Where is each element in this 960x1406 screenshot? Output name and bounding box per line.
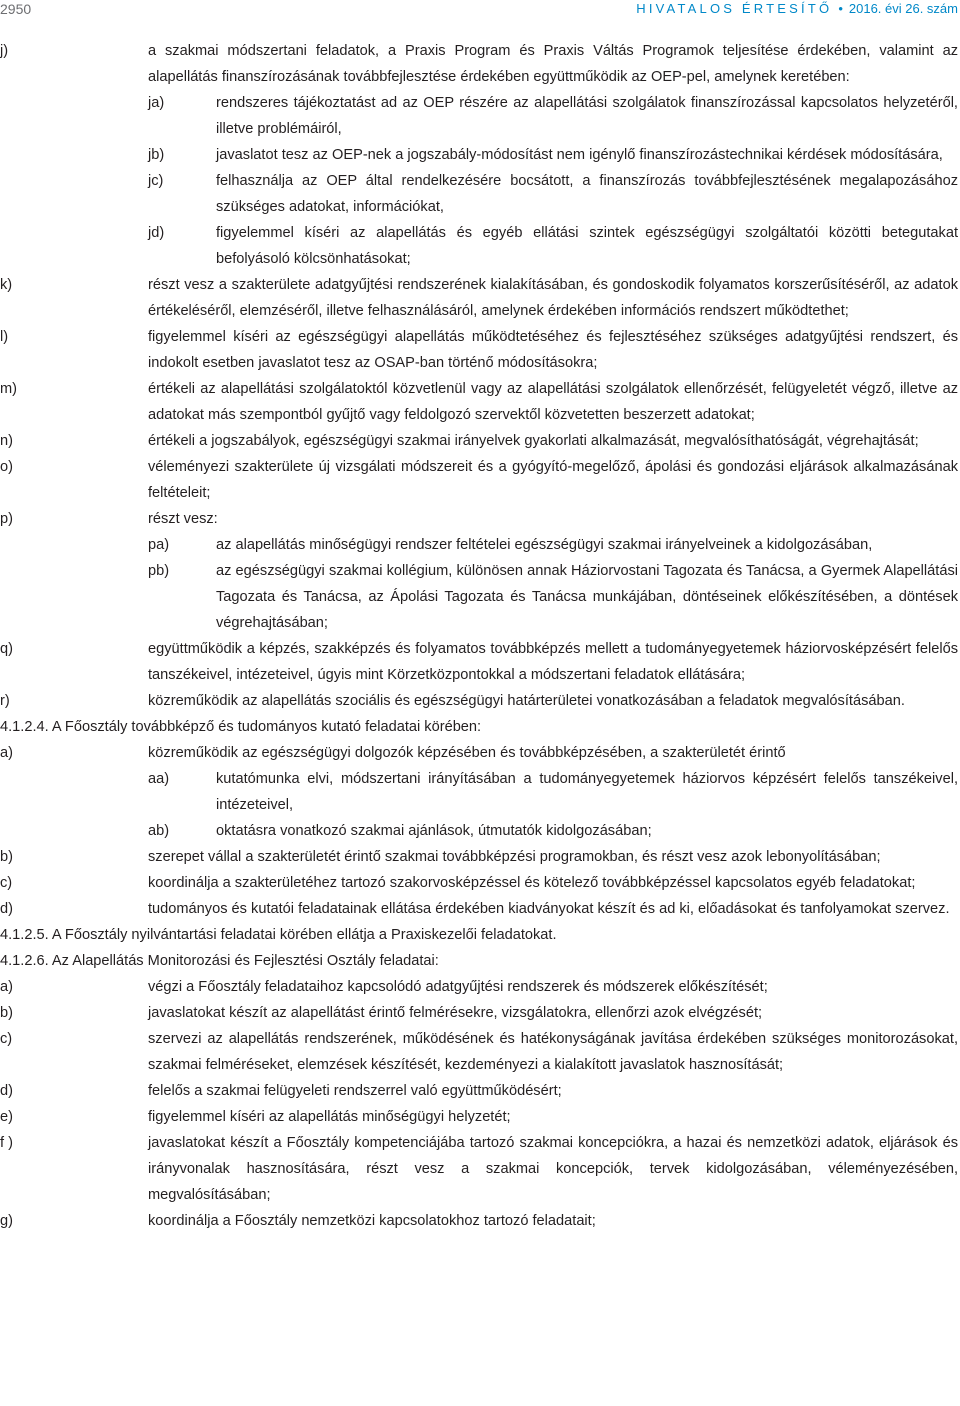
list-item-text: rendszeres tájékoztatást ad az OEP részére az alapellátási szolgálatok finanszírozással kapcsolatos helyzetéről, illetve problémáiról, (216, 95, 958, 137)
list-item-text: figyelemmel kíséri az egészségügyi alapellátás működtetéséhez és fejlesztéséhez szükséges adatgyűjtési rendszert, és indokolt esetben javaslatot tesz az OSAP-ban történő módosításokra; (148, 329, 958, 371)
list-item-text: szervezi az alapellátás rendszerének, működésének és hatékonyságának javítása érdekében szükséges monitorozásokat, szakmai felméréseket, elemzések készítését, kezdeményezi a kialakított javaslatok hasznosítását; (148, 1031, 958, 1073)
list-item-label: k) (0, 277, 13, 293)
list-item (0, 740, 958, 766)
list-item-text: értékeli az alapellátási szolgálatoktól közvetlenül vagy az alapellátási szolgálatok ellenőrzését, felügyeletét végző, illetve az adatokat más szempontból gyűjtő vagy feldolgozó szervektől közvetetten beszerzett adatokat; (148, 381, 958, 423)
list-item-label: b) (0, 1005, 13, 1021)
list-item (0, 896, 958, 922)
list-item-text: koordinálja a szakterületéhez tartozó szakorvosképzéssel és kötelező továbbképzéssel kapcsolatos egyéb feladatokat; (148, 875, 916, 891)
list-item-text: értékeli a jogszabályok, egészségügyi szakmai irányelvek gyakorlati alkalmazását, megvalósíthatóságát, végrehajtását; (148, 433, 919, 449)
section-paragraph: 4.1.2.4. A Főosztály továbbképző és tudományos kutató feladatai körében: (0, 719, 482, 735)
list-item-label: pa) (148, 537, 170, 553)
list-item (0, 688, 958, 714)
list-item-label: m) (0, 381, 18, 397)
list-item-text: koordinálja a Főosztály nemzetközi kapcsolatokhoz tartozó feladatait; (148, 1213, 596, 1229)
list-item-text: felelős a szakmai felügyeleti rendszerrel való együttműködésért; (148, 1083, 562, 1099)
list-item (0, 1130, 958, 1208)
list-item-label: g) (0, 1213, 13, 1229)
list-item-text: figyelemmel kíséri az alapellátás és egyéb ellátási szintek egészségügyi szolgáltatói közötti betegutakat befolyásoló kölcsönhatásokat; (216, 225, 958, 267)
issue-label: 2016. évi 26. szám (848, 1, 958, 16)
list-item-label: pb) (148, 563, 170, 579)
page-header (0, 0, 960, 22)
list-item-label: d) (0, 901, 13, 917)
list-item-label: p) (0, 511, 13, 527)
list-item (0, 844, 958, 870)
list-item-text: szerepet vállal a szakterületét érintő szakmai továbbképzési programokban, és részt vesz azok lebonyolításában; (148, 849, 881, 865)
list-item-text: részt vesz a szakterülete adatgyűjtési rendszerének kialakításában, és gondoskodik folyamatos korszerűsítéséről, az adatok értékeléséről, elemzéséről, illetve felhasználásáról, amelynek érdekében információs rendszert működtethet; (148, 277, 958, 319)
list-item-label: c) (0, 1031, 13, 1047)
list-item (0, 1026, 958, 1078)
list-item (0, 636, 958, 688)
list-item (0, 428, 958, 454)
list-item-label: ja) (148, 95, 165, 111)
sub-list-item (0, 168, 958, 220)
list-item (0, 506, 958, 532)
list-item-label: ab) (148, 823, 170, 839)
list-item-label: a) (0, 979, 13, 995)
list-item (0, 272, 958, 324)
list-item (0, 1104, 958, 1130)
list-item-label: f ) (0, 1135, 13, 1151)
list-item (0, 454, 958, 506)
list-item-text: kutatómunka elvi, módszertani irányításában a tudományegyetemek háziorvos képzésért felelős tanszékeivel, intézeteivel, (216, 771, 958, 813)
list-item-text: az egészségügyi szakmai kollégium, különösen annak Háziorvostani Tagozata és Tanácsa, a Gyermek Alapellátási Tagozata és Tanácsa, az Ápolási Tagozata és Tanácsa munkájában, döntéseinek előkészítésében, a döntések végrehajtásában; (216, 563, 958, 631)
list-item-text: javaslatokat készít az alapellátást érintő felmérésekre, vizsgálatokra, ellenőrzi azok elvégzését; (148, 1005, 763, 1021)
list-item-text: tudományos és kutatói feladatainak ellátása érdekében kiadványokat készít és ad ki, előadásokat és tanfolyamokat szervez. (148, 901, 950, 917)
list-item-text: az alapellátás minőségügyi rendszer feltételei egészségügyi szakmai irányelveinek a kidolgozásában, (216, 537, 873, 553)
list-item-label: a) (0, 745, 13, 761)
list-item (0, 974, 958, 1000)
list-item-label: aa) (148, 771, 170, 787)
sub-list-item (0, 818, 958, 844)
running-head (636, 0, 958, 18)
list-item (0, 1208, 958, 1234)
list-item-label: o) (0, 459, 13, 475)
list-item-label: jb) (148, 147, 165, 163)
list-item-text: együttműködik a képzés, szakképzés és folyamatos továbbképzés mellett a tudományegyetemek háziorvosképzésért felelős tanszékeivel, intézeteivel, úgyis mint Körzetközpontokkal a módszertani feladatok ellátására; (148, 641, 958, 683)
section-paragraph: 4.1.2.5. A Főosztály nyilvántartási feladatai körében ellátja a Praxiskezelői feladatokat. (0, 927, 557, 943)
list-item-label: b) (0, 849, 13, 865)
sub-list-item (0, 142, 958, 168)
journal-title: HIVATALOS ÉRTESÍTŐ (636, 1, 833, 16)
list-item-text: javaslatot tesz az OEP-nek a jogszabály-módosítást nem igénylő finanszírozástechnikai kérdések módosítására, (216, 147, 943, 163)
section-paragraph: 4.1.2.6. Az Alapellátás Monitorozási és Fejlesztési Osztály feladatai: (0, 953, 439, 969)
list-item-text: közreműködik az alapellátás szociális és egészségügyi határterületei vonatkozásában a feladatok megvalósításában. (148, 693, 905, 709)
header-separator: • (838, 1, 843, 16)
list-item-text: végzi a Főosztály feladataihoz kapcsolódó adatgyűjtési rendszerek és módszerek előkészítését; (148, 979, 768, 995)
list-item-text: oktatásra vonatkozó szakmai ajánlások, útmutatók kidolgozásában; (216, 823, 652, 839)
sub-list-item (0, 766, 958, 818)
list-item-label: d) (0, 1083, 13, 1099)
page-number: 2950 (0, 1, 32, 17)
list-item-text: felhasználja az OEP által rendelkezésére bocsátott, a finanszírozás továbbfejlesztésének megalapozásához szükséges adatokat, információkat, (216, 173, 958, 215)
document-body (0, 38, 958, 1234)
list-item-label: q) (0, 641, 13, 657)
list-item (0, 38, 958, 90)
list-item-text: részt vesz: (148, 511, 218, 527)
list-item-label: jd) (148, 225, 165, 241)
list-item-label: e) (0, 1109, 13, 1125)
list-item-text: véleményezi szakterülete új vizsgálati módszereit és a gyógyító-megelőző, ápolási és gondozási eljárások alkalmazásának feltételeit; (148, 459, 958, 501)
list-item-text: közreműködik az egészségügyi dolgozók képzésében és továbbképzésében, a szakterületét érintő (148, 745, 786, 761)
list-item (0, 1078, 958, 1104)
list-item (0, 870, 958, 896)
sub-list-item (0, 558, 958, 636)
list-item-text: figyelemmel kíséri az alapellátás minőségügyi helyzetét; (148, 1109, 511, 1125)
list-item-label: l) (0, 329, 9, 345)
sub-list-item (0, 532, 958, 558)
sub-list-item (0, 90, 958, 142)
sub-list-item (0, 220, 958, 272)
list-item-label: jc) (148, 173, 164, 189)
list-item (0, 324, 958, 376)
list-item (0, 376, 958, 428)
list-item-label: j) (0, 43, 9, 59)
list-item (0, 1000, 958, 1026)
list-item-text: a szakmai módszertani feladatok, a Praxis Program és Praxis Váltás Programok teljesítése érdekében, valamint az alapellátás finanszírozásának továbbfejlesztése érdekében együttműködik az OEP-pel, amelynek keretében: (148, 43, 958, 85)
list-item-label: c) (0, 875, 13, 891)
list-item-text: javaslatokat készít a Főosztály kompetenciájába tartozó szakmai koncepciókra, a hazai és nemzetközi adatok, eljárások és irányvonalak hasznosítására, részt vesz a szakmai koncepciók, tervek kidolgozásában, véleményezésében, megvalósításában; (148, 1135, 958, 1203)
list-item-label: r) (0, 693, 10, 709)
list-item-label: n) (0, 433, 13, 449)
